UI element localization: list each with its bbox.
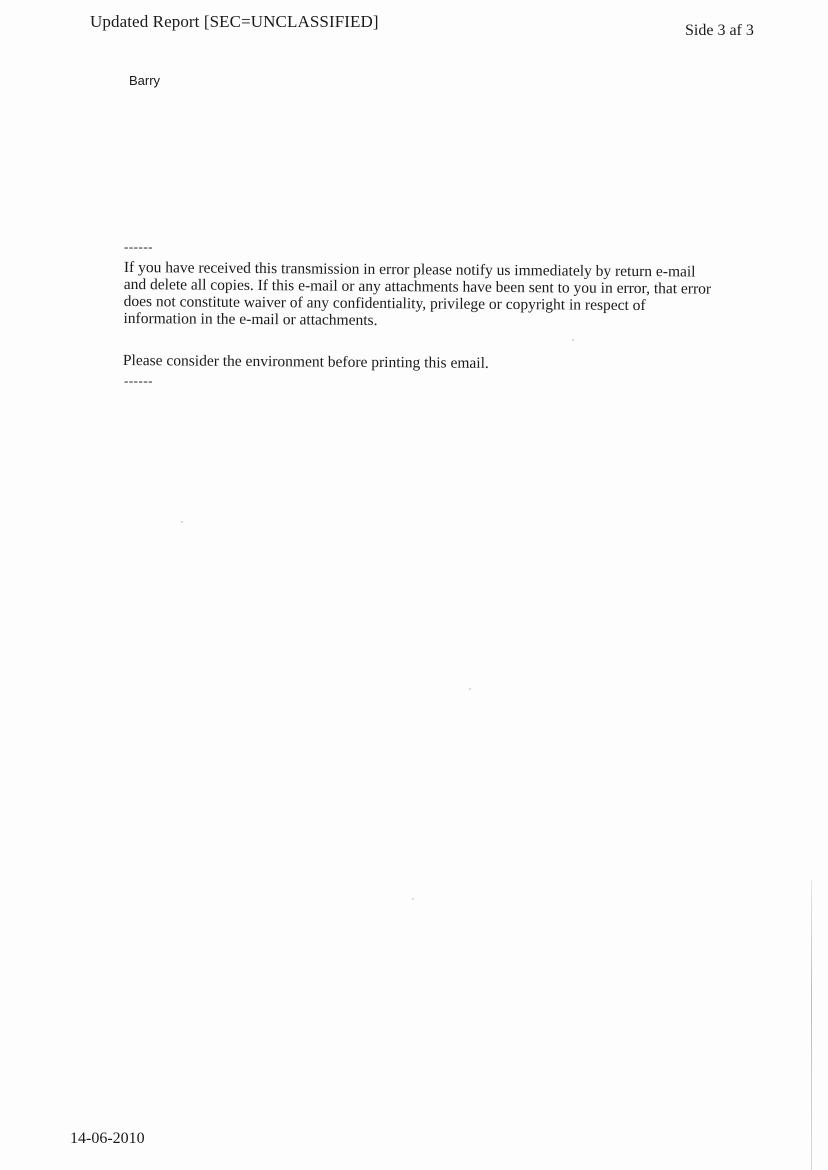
scan-speck xyxy=(181,521,183,523)
separator-bottom: ------ xyxy=(124,373,153,388)
document-header-title: Updated Report [SEC=UNCLASSIFIED] xyxy=(90,12,379,31)
disclaimer-line: and delete all copies. If this e-mail or any attachments have been sent to you in error, that error xyxy=(123,275,712,298)
scan-speck xyxy=(572,339,574,341)
disclaimer-line: information in the e-mail or attachments. xyxy=(123,309,378,329)
disclaimer-line: does not constitute waiver of any confidentiality, privilege or copyright in respect of xyxy=(123,292,646,315)
footer-date: 14-06-2010 xyxy=(70,1130,145,1147)
environment-note: Please consider the environment before printing this email. xyxy=(122,352,489,372)
disclaimer-paragraph xyxy=(123,259,764,332)
disclaimer-line: If you have received this transmission in error please notify us immediately by return e-mail xyxy=(123,259,696,281)
separator-top: ------ xyxy=(124,239,153,254)
scan-speck xyxy=(412,898,414,900)
page-indicator: Side 3 af 3 xyxy=(685,22,754,39)
email-signature: Barry xyxy=(129,73,161,88)
scan-edge-artifact xyxy=(811,880,812,1170)
scan-speck xyxy=(469,688,471,690)
